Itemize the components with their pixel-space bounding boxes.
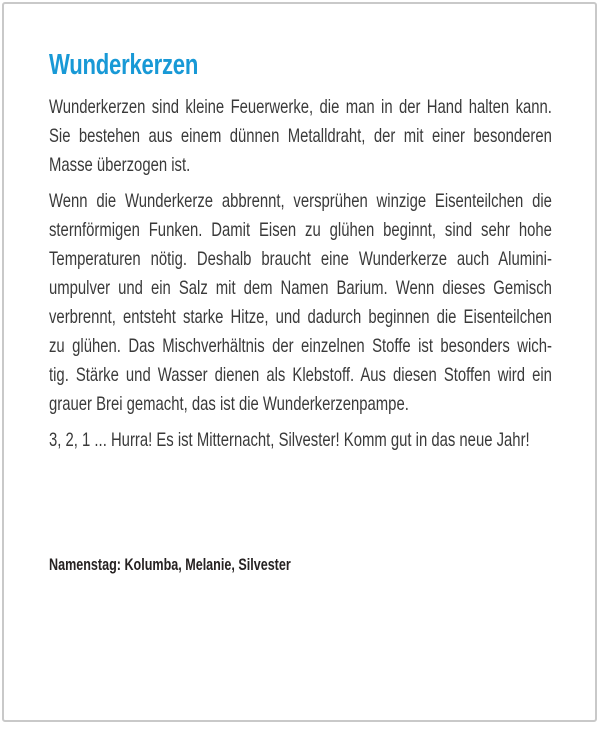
text-line: Masse überzogen ist. bbox=[49, 154, 191, 176]
text-line: tig. Stärke und Wasser dienen als Klebstoff. Aus diesen Stoffen wird ein bbox=[49, 364, 552, 386]
paragraph-intro bbox=[49, 93, 552, 180]
text-line: zu glühen. Das Mischverhältnis der einzelnen Stoffe ist besonders wich- bbox=[49, 335, 552, 357]
text-line: umpulver und ein Salz mit dem Namen Barium. Wenn dieses Gemisch bbox=[49, 277, 552, 299]
text-line: Sie bestehen aus einem dünnen Metalldraht, der mit einer besonderen bbox=[49, 125, 552, 147]
page-content bbox=[49, 4, 552, 577]
text-line: Wenn die Wunderkerze abbrennt, versprühen winzige Eisenteilchen die bbox=[49, 190, 552, 212]
calendar-page-card bbox=[2, 2, 597, 722]
page-title: Wunderkerzen bbox=[49, 49, 199, 81]
text-line: grauer Brei gemacht, das ist die Wunderkerzenpampe. bbox=[49, 393, 409, 415]
text-line: sternförmigen Funken. Damit Eisen zu glühen beginnt, sind sehr hohe bbox=[49, 219, 552, 241]
text-line: 3, 2, 1 ... Hurra! Es ist Mitternacht, Silvester! Komm gut in das neue Jahr! bbox=[49, 429, 530, 451]
nameday-label: Namenstag: Kolumba, Melanie, Silvester bbox=[49, 556, 291, 574]
text-line: Temperaturen nötig. Deshalb braucht eine Wunderkerze auch Alumini- bbox=[49, 248, 552, 270]
paragraph-explanation bbox=[49, 187, 552, 419]
text-line: verbrennt, entsteht starke Hitze, und dadurch beginnen die Eisenteilchen bbox=[49, 306, 552, 328]
paragraph-countdown bbox=[49, 426, 552, 455]
text-line: Wunderkerzen sind kleine Feuerwerke, die man in der Hand halten kann. bbox=[49, 96, 552, 118]
